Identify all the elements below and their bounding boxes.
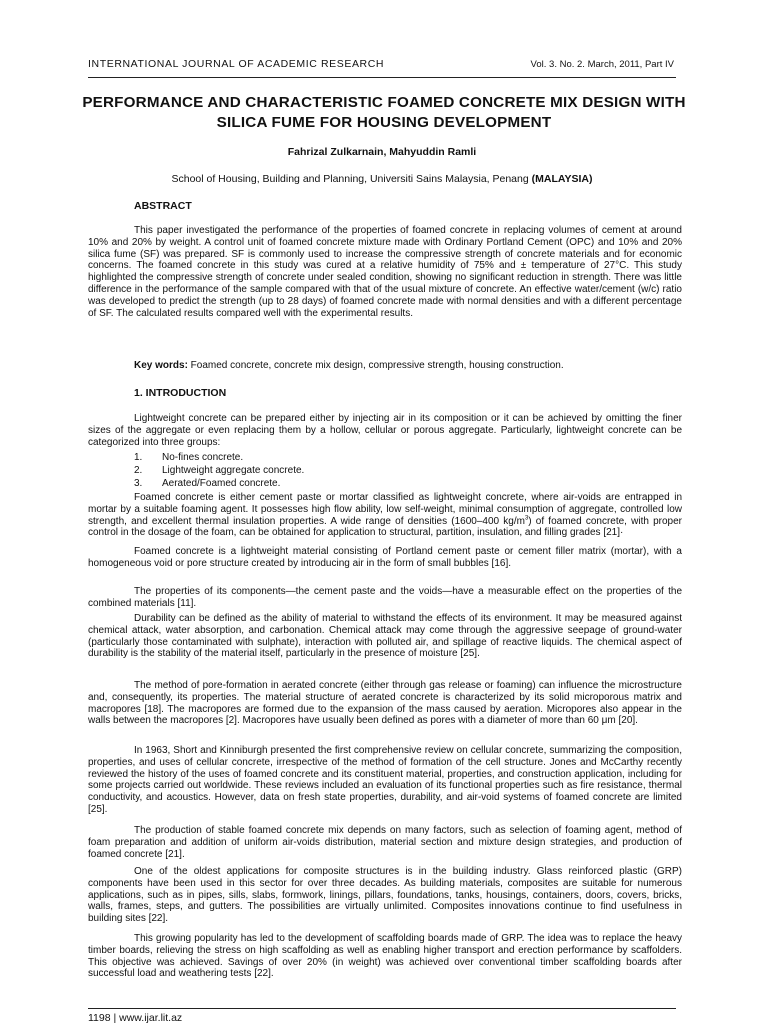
intro-paragraph: This growing popularity has led to the development of scaffolding boards made of GRP. The idea was to replace the heavy timber boards, relieving the stress on high scaffolding as well as enabling higher transport and erection performance by scaffolders. This objective was achieved. Savings of over 20% (in weight) was achieved over conventional timber scaffolding boards after successful load and weathering tests [22].	[88, 933, 682, 980]
list-item	[134, 465, 304, 478]
list-text: No-fines concrete.	[162, 452, 244, 463]
issue-info: Vol. 3. No. 2. March, 2011, Part IV	[530, 59, 674, 70]
authors: Fahrizal Zulkarnain, Mahyuddin Ramli	[287, 146, 477, 158]
list-number: 1.	[134, 452, 143, 463]
intro-paragraph: The method of pore-formation in aerated concrete (either through gas release or foaming) can influence the microstructure and, consequently, its properties. The material structure of aerated concrete is characterized by its solid microporous matrix and macropores [18]. The macropores are formed due to the expansion of the mass caused by aeration. Micropores also appear in the walls between the macropores [2]. Macropores have usually been defined as pores with a diameter of more than 60 μm [20].	[88, 680, 682, 727]
affiliation-country: (MALAYSIA)	[531, 173, 593, 185]
intro-paragraph: Foamed concrete is a lightweight material consisting of Portland cement paste or cement filler matrix (mortar), with a homogeneous void or pore structure created by introducing air in the form of small bubbles [16].	[88, 546, 682, 569]
intro-paragraph: Lightweight concrete can be prepared either by injecting air in its composition or it can be achieved by omitting the finer sizes of the aggregate or even replacing them by a hollow, cellular or porous aggregate. Particularly, lightweight concrete can be categorized into three groups:	[88, 413, 682, 448]
keywords	[134, 360, 564, 371]
running-header	[88, 58, 674, 74]
paragraph-text: Foamed concrete is either cement paste or mortar classified as lightweight concrete, where air-voids are entrapped in mortar by a suitable foaming agent. It possesses high flow ability, low self-weight, minimal consumption of aggregate, controlled low strength, and excellent thermal insulation properties. A wide range of densities (1600–400 kg/m	[88, 492, 682, 527]
intro-paragraph: One of the oldest applications for composite structures is in the building industry. Glass reinforced plastic (GRP) components have been used in this sector for over three decades. As building materials, composites are suitable for numerous applications, such as in pipes, sills, slabs, formwork, linings, pillars, foundations, tanks, housings, containers, doors, covers, bricks, walls, frames, steps, and gutters. The possibilities are virtually unlimited. Composites innovations continue to find usefulness in building sites [22].	[88, 866, 682, 925]
superscript: 3	[524, 515, 529, 522]
intro-paragraph: In 1963, Short and Kinniburgh presented the first comprehensive review on cellular concrete, summarizing the composition, properties, and uses of cellular concrete, irrespective of the method of formation of the cell structure. Jones and McCarthy recently reviewed the history of the uses of foamed concrete and its constituent material, properties, and construction application, including for some projects carried out worldwide. These reviews included an evaluation of its functional properties such as fire resistance, thermal conductivity, and acoustics. However, data on fresh state properties, durability, and air-void systems of foamed concrete are limited [25].	[88, 745, 682, 815]
intro-paragraph: The production of stable foamed concrete mix depends on many factors, such as selection of foaming agent, method of foam preparation and addition of uniform air-voids distribution, material section and mixture design strategies, and production of foamed concrete [21].	[88, 825, 682, 860]
footer-divider	[88, 1008, 676, 1009]
affiliation-text: School of Housing, Building and Planning, Universiti Sains Malaysia, Penang	[171, 173, 532, 185]
intro-paragraph	[88, 492, 682, 539]
abstract-heading: ABSTRACT	[134, 200, 192, 212]
list-number: 2.	[134, 464, 143, 476]
concrete-types-list	[134, 452, 304, 490]
list-text: Lightweight aggregate concrete.	[162, 464, 305, 476]
list-item	[134, 478, 304, 491]
intro-paragraph: The properties of its components—the cement paste and the voids—have a measurable effect on the properties of the combined materials [11].	[88, 586, 682, 609]
affiliation	[88, 173, 676, 185]
list-text: Aerated/Foamed concrete.	[162, 477, 281, 489]
list-item	[134, 452, 304, 465]
intro-paragraph: Durability can be defined as the ability of material to withstand the effects of its environment. It may be measured against chemical attack, water absorption, and carbonation. Chemical attack may come through the aggressive seepage of ground-water (particularly those contaminated with sulphate), interaction with polluted air, and spillage of reactive liquids. The chemical aspect of durability is the stability of the material itself, particularly in the presence of moisture [25].	[88, 613, 682, 660]
paper-title: PERFORMANCE AND CHARACTERISTIC FOAMED CONCRETE MIX DESIGN WITH SILICA FUME FOR HOUSING DEVELOPMENT	[82, 94, 686, 131]
introduction-heading: 1. INTRODUCTION	[134, 387, 227, 399]
paragraph-text: ) of foamed concrete, with proper control in the dosage of the foam, can be obtained for application to structural, partition, insulation, and filling grades [21]·	[88, 515, 682, 539]
keywords-text: Foamed concrete, concrete mix design, compressive strength, housing construction.	[187, 360, 564, 371]
header-divider	[88, 77, 676, 78]
page-footer: 1198 | www.ijar.lit.az	[88, 1012, 183, 1024]
list-number: 3.	[134, 477, 143, 489]
keywords-label: Key words:	[134, 360, 188, 371]
abstract-text: This paper investigated the performance of the properties of foamed concrete in replacing volumes of cement at around 10% and 20% by weight. A control unit of foamed concrete mixture made with Ordinary Portland Cement (OPC) and 10% and 20% silica fume (SF) was prepared. SF is commonly used to increase the compressive strength of concrete materials and for economic concerns. The foamed concrete in this study was cured at a relative humidity of 75% and ± temperature of 27°C. This study highlighted the compressive strength of concrete under sealed condition, showing no significant reduction in strength. There was little difference in the performance of the sample compared with that of the usual mixture of concrete. An effective water/cement (w/c) ratio was developed to predict the strength (up to 28 days) of foamed concrete made with normal densities and with a different percentage of SF. The calculated results compared well with the experimental results.	[88, 225, 682, 319]
journal-name: INTERNATIONAL JOURNAL OF ACADEMIC RESEARCH	[88, 58, 385, 70]
